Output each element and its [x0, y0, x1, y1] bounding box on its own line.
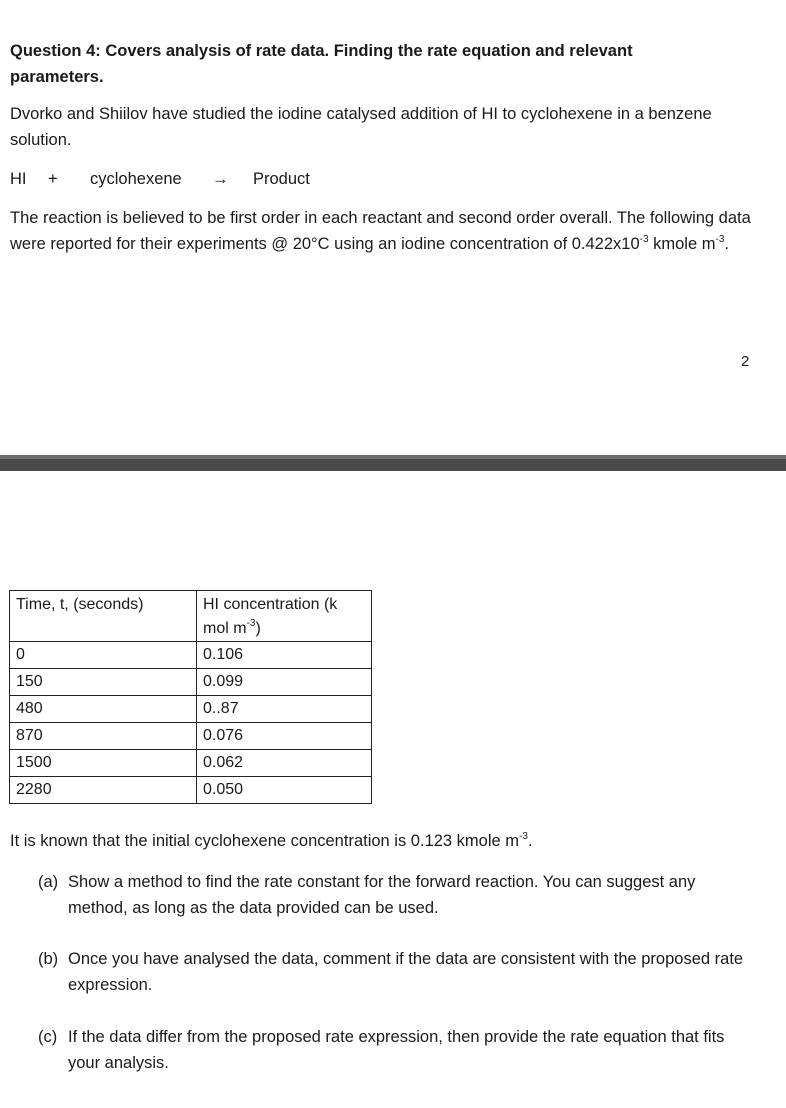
question-label: (b) — [38, 950, 59, 968]
description-exponent: -3 — [639, 234, 649, 245]
time-cell: 2280 — [10, 777, 197, 804]
header-conc-close: ) — [255, 620, 261, 637]
question-label: (a) — [38, 873, 59, 891]
intro-paragraph: Dvorko and Shiilov have studied the iodine catalysed addition of HI to cyclohexene in a benzene solution. — [10, 105, 712, 149]
table-row — [10, 777, 372, 804]
description-text: The reaction is believed to be first order in each reactant and second order overall. The following data were reported for their experiments @ 20°C using an iodine concentration of 0.422x10 — [10, 209, 751, 253]
header-time: Time, t, (seconds) — [10, 591, 197, 642]
description-end: . — [724, 235, 729, 253]
table-row — [10, 750, 372, 777]
description-unit: kmole m — [648, 235, 716, 253]
header-concentration — [197, 591, 372, 642]
question-text: Show a method to find the rate constant for the forward reaction. You can suggest any method, as long as the data provided can be used. — [68, 873, 696, 917]
question-text: Once you have analysed the data, comment if the data are consistent with the proposed rate expression. — [68, 950, 744, 994]
product-label: Product — [253, 170, 310, 188]
page-number: 2 — [741, 353, 750, 370]
time-cell: 0 — [10, 642, 197, 669]
time-cell: 870 — [10, 723, 197, 750]
known-end: . — [527, 832, 533, 850]
header-conc-line1: HI concentration (k — [203, 596, 338, 613]
conc-cell: 0.076 — [197, 723, 372, 750]
question-text: If the data differ from the proposed rate expression, then provide the rate equation that fits your analysis. — [68, 1028, 725, 1072]
description-paragraph — [10, 205, 770, 257]
reaction-arrow: → — [212, 170, 229, 188]
conc-cell: 0..87 — [197, 696, 372, 723]
header-conc-exp: -3 — [246, 618, 256, 629]
question-heading: Question 4: Covers analysis of rate data. Finding the rate equation and relevant parameters. — [10, 42, 633, 86]
conc-cell: 0.099 — [197, 669, 372, 696]
conc-cell: 0.050 — [197, 777, 372, 804]
description-unit-exponent: -3 — [715, 234, 725, 245]
table-row — [10, 723, 372, 750]
conc-cell: 0.062 — [197, 750, 372, 777]
reactant-hi: HI — [10, 170, 27, 188]
reactant-cyclohexene: cyclohexene — [90, 170, 182, 188]
known-text: It is known that the initial cyclohexene concentration is 0.123 kmole m — [10, 832, 520, 850]
table-row — [10, 642, 372, 669]
time-cell: 150 — [10, 669, 197, 696]
table-row — [10, 696, 372, 723]
time-cell: 480 — [10, 696, 197, 723]
rate-data-table — [9, 590, 372, 804]
known-paragraph — [10, 828, 770, 854]
page-divider — [0, 455, 786, 471]
known-exponent: -3 — [519, 831, 528, 842]
plus-sign: + — [48, 170, 58, 188]
table-header-row — [10, 591, 372, 642]
time-cell: 1500 — [10, 750, 197, 777]
header-conc-line2: mol m — [203, 620, 247, 637]
table-row — [10, 669, 372, 696]
conc-cell: 0.106 — [197, 642, 372, 669]
question-label: (c) — [38, 1028, 58, 1046]
